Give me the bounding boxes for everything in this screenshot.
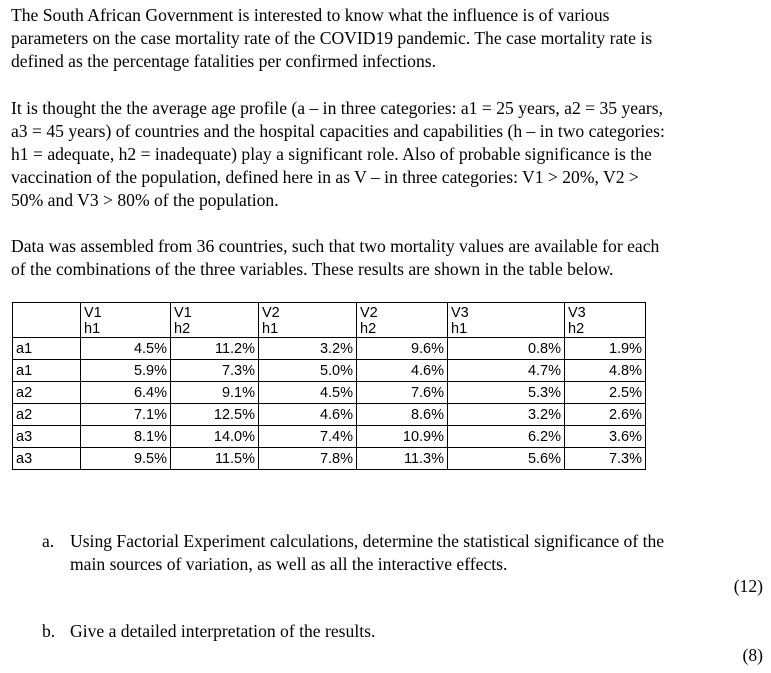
table-cell: 9.6% xyxy=(357,338,448,360)
text-line: vaccination of the population, defined here in as V – in three categories: V1 > 20%, V2 > xyxy=(11,167,639,187)
vaccination-label: V2 xyxy=(360,305,378,321)
table-cell: 4.7% xyxy=(448,360,565,382)
text-line: It is thought the the average age profile (a – in three categories: a1 = 25 years, a2 = 35 years, xyxy=(11,98,663,118)
table-cell: 4.5% xyxy=(81,338,171,360)
table-cell: 2.6% xyxy=(565,404,646,426)
question-b-text xyxy=(70,620,375,643)
text-line: parameters on the case mortality rate of the COVID19 pandemic. The case mortality rate is xyxy=(11,28,653,48)
text-line: of the combinations of the three variables. These results are shown in the table below. xyxy=(11,259,614,279)
column-header xyxy=(448,303,565,338)
table-row xyxy=(13,404,646,426)
table-cell: 7.1% xyxy=(81,404,171,426)
question-a-letter: a. xyxy=(42,531,55,551)
table-row xyxy=(13,338,646,360)
table-cell: 6.2% xyxy=(448,426,565,448)
table-cell: 11.3% xyxy=(357,448,448,470)
text-line: Data was assembled from 36 countries, such that two mortality values are available for each xyxy=(11,236,660,256)
variables-paragraph xyxy=(11,97,763,212)
text-line: main sources of variation, as well as all the interactive effects. xyxy=(70,554,508,574)
table-cell: 7.8% xyxy=(259,448,357,470)
vaccination-label: V1 xyxy=(174,305,192,321)
table-cell: 4.6% xyxy=(259,404,357,426)
vaccination-label: V3 xyxy=(568,305,586,321)
row-label: a1 xyxy=(13,360,81,382)
hospital-label: h1 xyxy=(84,321,101,337)
table-cell: 12.5% xyxy=(171,404,259,426)
row-label: a1 xyxy=(13,338,81,360)
question-b-letter: b. xyxy=(42,621,56,641)
table-row xyxy=(13,382,646,404)
table-cell: 5.6% xyxy=(448,448,565,470)
table-cell: 11.5% xyxy=(171,448,259,470)
table-cell: 8.1% xyxy=(81,426,171,448)
row-label: a2 xyxy=(13,404,81,426)
table-cell: 3.2% xyxy=(259,338,357,360)
table-cell: 2.5% xyxy=(565,382,646,404)
vaccination-label: V1 xyxy=(84,305,102,321)
table-row xyxy=(13,360,646,382)
table-cell: 7.3% xyxy=(565,448,646,470)
column-header xyxy=(259,303,357,338)
mortality-data-table xyxy=(12,302,646,470)
table-cell: 9.1% xyxy=(171,382,259,404)
table-cell: 6.4% xyxy=(81,382,171,404)
table-cell: 3.2% xyxy=(448,404,565,426)
table-cell: 7.4% xyxy=(259,426,357,448)
table-cell: 9.5% xyxy=(81,448,171,470)
table-cell: 1.9% xyxy=(565,338,646,360)
table-cell: 3.6% xyxy=(565,426,646,448)
table-cell: 4.5% xyxy=(259,382,357,404)
data-paragraph xyxy=(11,235,763,281)
table-row xyxy=(13,426,646,448)
table-row xyxy=(13,448,646,470)
table-cell: 10.9% xyxy=(357,426,448,448)
table-cell: 4.6% xyxy=(357,360,448,382)
row-label: a2 xyxy=(13,382,81,404)
column-header xyxy=(565,303,646,338)
table-cell: 11.2% xyxy=(171,338,259,360)
text-line: Give a detailed interpretation of the results. xyxy=(70,621,376,641)
table-cell: 0.8% xyxy=(448,338,565,360)
column-header xyxy=(171,303,259,338)
table-cell: 7.6% xyxy=(357,382,448,404)
table-cell: 4.8% xyxy=(565,360,646,382)
table-cell: 5.0% xyxy=(259,360,357,382)
table-header-row xyxy=(13,303,646,338)
text-line: Using Factorial Experiment calculations, determine the statistical significance of the xyxy=(70,531,665,551)
hospital-label: h1 xyxy=(262,321,279,337)
question-b-marks: (8) xyxy=(742,645,763,665)
hospital-label: h1 xyxy=(451,321,468,337)
table-cell: 5.3% xyxy=(448,382,565,404)
row-label: a3 xyxy=(13,426,81,448)
row-label: a3 xyxy=(13,448,81,470)
text-line: The South African Government is interested to know what the influence is of various xyxy=(11,5,610,25)
hospital-label: h2 xyxy=(174,321,191,337)
column-header xyxy=(81,303,171,338)
vaccination-label: V3 xyxy=(451,305,469,321)
question-a-text xyxy=(70,530,664,576)
table-corner-cell xyxy=(13,303,81,338)
hospital-label: h2 xyxy=(360,321,377,337)
vaccination-label: V2 xyxy=(262,305,280,321)
column-header xyxy=(357,303,448,338)
hospital-label: h2 xyxy=(568,321,585,337)
table-cell: 8.6% xyxy=(357,404,448,426)
question-a-marks: (12) xyxy=(733,576,763,596)
table-cell: 7.3% xyxy=(171,360,259,382)
table-cell: 5.9% xyxy=(81,360,171,382)
text-line: h1 = adequate, h2 = inadequate) play a significant role. Also of probable significance is the xyxy=(11,144,652,164)
table-cell: 14.0% xyxy=(171,426,259,448)
intro-paragraph xyxy=(11,4,763,73)
text-line: a3 = 45 years) of countries and the hospital capacities and capabilities (h – in two categories: xyxy=(11,121,665,141)
text-line: defined as the percentage fatalities per confirmed infections. xyxy=(11,51,436,71)
text-line: 50% and V3 > 80% of the population. xyxy=(11,190,279,210)
